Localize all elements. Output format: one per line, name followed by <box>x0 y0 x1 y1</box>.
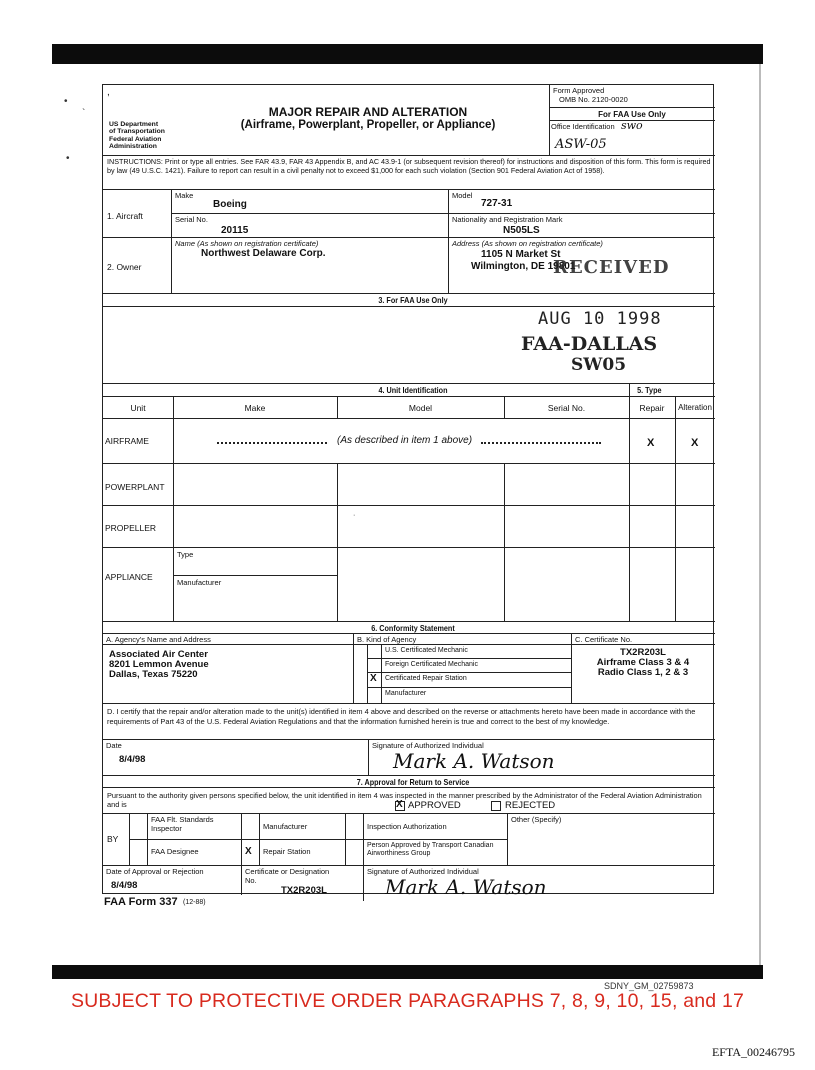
scan-top-bar <box>52 44 763 64</box>
agency-street: 8201 Lemmon Avenue <box>109 659 209 670</box>
certificate-radio-class: Radio Class 1, 2 & 3 <box>597 667 689 678</box>
conformity-section-label: 6. Conformity Statement <box>371 623 455 633</box>
aircraft-model: 727-31 <box>481 198 513 209</box>
other-specify: Other (Specify) <box>511 815 562 824</box>
approval-statement: Pursuant to the authority given persons specified below, the unit identified in item 4 was inspected in the manner prescribed by the Administrator of the Federal Aviation Administration and is <box>107 791 702 810</box>
omb-number: OMB No. 2120-0020 <box>559 95 628 104</box>
unit-identification-section-label: 4. Unit Identification <box>378 385 448 395</box>
office-stamp: FAA-DALLAS <box>521 333 658 355</box>
form-subtitle: (Airframe, Powerplant, Propeller, or Appliance) <box>240 119 496 131</box>
certificate-airframe-class: Airframe Class 3 & 4 <box>596 657 690 668</box>
efta-number: EFTA_00246795 <box>711 1045 795 1059</box>
form-number: FAA Form 337 <box>104 896 178 908</box>
protective-order-notice: SUBJECT TO PROTECTIVE ORDER PARAGRAPHS 7, 8, 9, 10, 15, and 17 <box>70 990 745 1012</box>
airframe-repair-mark: X <box>647 437 655 449</box>
scan-mark: ` <box>82 108 86 119</box>
conformity-signature: Mark A. Watson <box>393 749 555 773</box>
transport-canada-person: Person Approved by Transport Canadian Airworthiness Group <box>367 842 494 858</box>
office-number-handwritten: ASW-05 <box>555 137 607 152</box>
kind-manufacturer: Manufacturer <box>385 690 427 697</box>
unit-powerplant: POWERPLANT <box>105 482 165 492</box>
approver-manufacturer: Manufacturer <box>263 822 308 831</box>
aircraft-serial: 20115 <box>221 225 249 236</box>
owner-address-line2: Wilmington, DE 19801 <box>471 261 576 272</box>
approver-repair-station: Repair Station <box>263 847 311 856</box>
department-label: US Department of Transportation Federal Aviation Administration <box>109 121 165 151</box>
faa-flight-standards-inspector: FAA Flt. Standards Inspector <box>151 815 214 833</box>
scan-mark: • <box>64 96 68 107</box>
scan-edge <box>759 64 761 966</box>
faa-use-section-label: 3. For FAA Use Only <box>378 295 448 305</box>
approved-mark: X <box>396 799 403 810</box>
inspection-authorization: Inspection Authorization <box>367 822 447 831</box>
owner-name: Northwest Delaware Corp. <box>201 248 326 259</box>
scan-mark: • <box>66 153 70 164</box>
approval-date: 8/4/98 <box>111 880 138 891</box>
kind-repair-station-mark: X <box>370 673 377 684</box>
unit-propeller: PROPELLER <box>105 523 157 533</box>
received-stamp: RECEIVED <box>553 257 670 278</box>
office-identification-label: Office Identification <box>551 122 615 131</box>
agency-name: Associated Air Center <box>109 649 208 660</box>
header-serial: Serial No. <box>547 403 586 413</box>
kind-us-mechanic: U.S. Certificated Mechanic <box>385 647 468 654</box>
scan-bottom-bar <box>52 965 763 979</box>
office-code-stamp: SW05 <box>571 355 627 375</box>
aircraft-section-label: 1. Aircraft <box>107 211 143 221</box>
approval-section-label: 7. Approval for Return to Service <box>356 777 470 787</box>
certification-statement: D. I certify that the repair and/or alteration made to the unit(s) identified in item 4 above and described on the reverse or attachments hereto have been made in accordance with the requirements of Part 43 of the U.S. Federal Aviation Regulations and that the information furnished herein is true and correct to the best of my knowledge. <box>107 707 696 726</box>
kind-repair-station: Certificated Repair Station <box>385 675 467 682</box>
by-label: BY <box>107 834 119 844</box>
form-approved-label: Form Approved <box>553 86 605 95</box>
faa-designee: FAA Designee <box>151 847 199 856</box>
repair-station-mark: X <box>245 846 252 857</box>
form-revision-date: (12-88) <box>183 899 206 906</box>
unit-airframe: AIRFRAME <box>105 436 149 446</box>
header-unit: Unit <box>130 403 146 413</box>
bates-number: SDNY_GM_02759873 <box>604 981 694 991</box>
certificate-number: TX2R203L <box>620 647 666 658</box>
airframe-alteration-mark: X <box>691 437 699 449</box>
header-make: Make <box>244 403 266 413</box>
kind-foreign-mechanic: Foreign Certificated Mechanic <box>385 661 478 668</box>
owner-section-label: 2. Owner <box>107 262 142 272</box>
unit-appliance: APPLIANCE <box>105 572 153 582</box>
conformity-date: 8/4/98 <box>119 754 146 765</box>
date-stamp: AUG 10 1998 <box>538 309 662 329</box>
airframe-description: (As described in item 1 above) <box>337 435 473 446</box>
header-alteration: Alteration <box>678 403 712 412</box>
aircraft-make: Boeing <box>213 199 247 210</box>
owner-address-line1: 1105 N Market St <box>481 249 561 260</box>
header-model: Model <box>408 403 433 413</box>
approved-label: APPROVED <box>408 800 461 811</box>
faa-use-only-label: For FAA Use Only <box>598 110 666 119</box>
aircraft-registration: N505LS <box>503 225 540 236</box>
type-section-label: 5. Type <box>637 385 662 395</box>
form-title: MAJOR REPAIR AND ALTERATION <box>268 105 468 119</box>
instructions: INSTRUCTIONS: Print or type all entries. See FAR 43.9, FAR 43 Appendix B, and AC 43.9-1 (or subsequent revision thereof) for instructions and disposition of this form. This form is required by law (49 U.S.C. 1421). Failure to report can result in a civil penalty not to exceed $1,000 for each such violation (Section 901 Federal Aviation Act of 1958). <box>107 157 711 175</box>
header-repair: Repair <box>639 403 665 413</box>
agency-city: Dallas, Texas 75220 <box>109 669 198 680</box>
approval-certificate: TX2R203L <box>281 885 327 896</box>
rejected-label: REJECTED <box>505 800 556 811</box>
faa-form-337: , US Department of Transportation Federal Aviation Administration MAJOR REPAIR AND ALTERATION (Airframe, Powerplant, Propeller, or Appliance) Form Approved OMB No. 2120-0020 For FAA Use Only Office Identification swo ASW-05 INSTRUCTIONS: Print or type all entries. See FAR 43.9, FAR 43 Appendix B, and AC 43.9-1 (or subsequent revision thereof) for instructions and disposition of this form. This form is required by law (49 U.S.C. 1421). Failure to report can result in a civil penalty not to exceed $1,000 for each such violation (Section 901 Federal Aviation Act of 1958). 1. Aircraft Make Boeing Model 727-31 Serial No. 20115 Nationality and Registration Mark N505LS 2. Owner Name (As shown on registration certificate) Northwest Delaware Corp. Address (As shown on registration certificate) 1105 N Market St Wilmington, DE 19801 RECEIVED 3. For FAA Use Only AUG 10 1998 FAA-DALLAS SW05 4. Unit Identification 5. Type Unit Make Model Serial No. Repair Alteration AIRFRAME (As described in item 1 above) X X POWERPLANT PROPELLER · APPLIANCE Type Manufacturer 6. Conformity Statement A. Agency's Name and Address B. Kind of Agency C. Certificate No. Associated Air Center 8201 Lemmon Avenue Dallas, Texas 75220 U.S. Certificated Mechanic Foreign Certificated Mechanic Certificated Repair Station X Manufacturer TX2R203L Airframe Class 3 & 4 Radio Class 1, 2 & 3 D. I certify that the repair and/or alteration made to the unit(s) identified in item 4 above and described on the reverse or attachments hereto have been made in accordance with the requirements of Part 43 of the U.S. Federal Aviation Regulations and that the information furnished herein is true and correct to the best of my knowledge. Date 8/4/98 Signature of Authorized Individual Mark A. Watson 7. Approval for Return to Service Pursuant to the authority given persons specified below, the unit identified in item 4 was inspected in the manner prescribed by the Administrator of the Federal Aviation Administration and is X APPROVED REJECTED BY FAA Flt. Standards Inspector Manufacturer Inspection Authorization Other (Specify) FAA Designee X Repair Station Person Approved by Transport Canadian Airworthiness Group Date of Approval or Rejection 8/4/98 Certificate or Designation No. TX2R203L Signature of Authorized Individual Mark A. Watson <box>102 84 714 894</box>
office-identification-handwritten: swo <box>621 119 643 132</box>
approval-signature: Mark A. Watson <box>385 875 547 899</box>
